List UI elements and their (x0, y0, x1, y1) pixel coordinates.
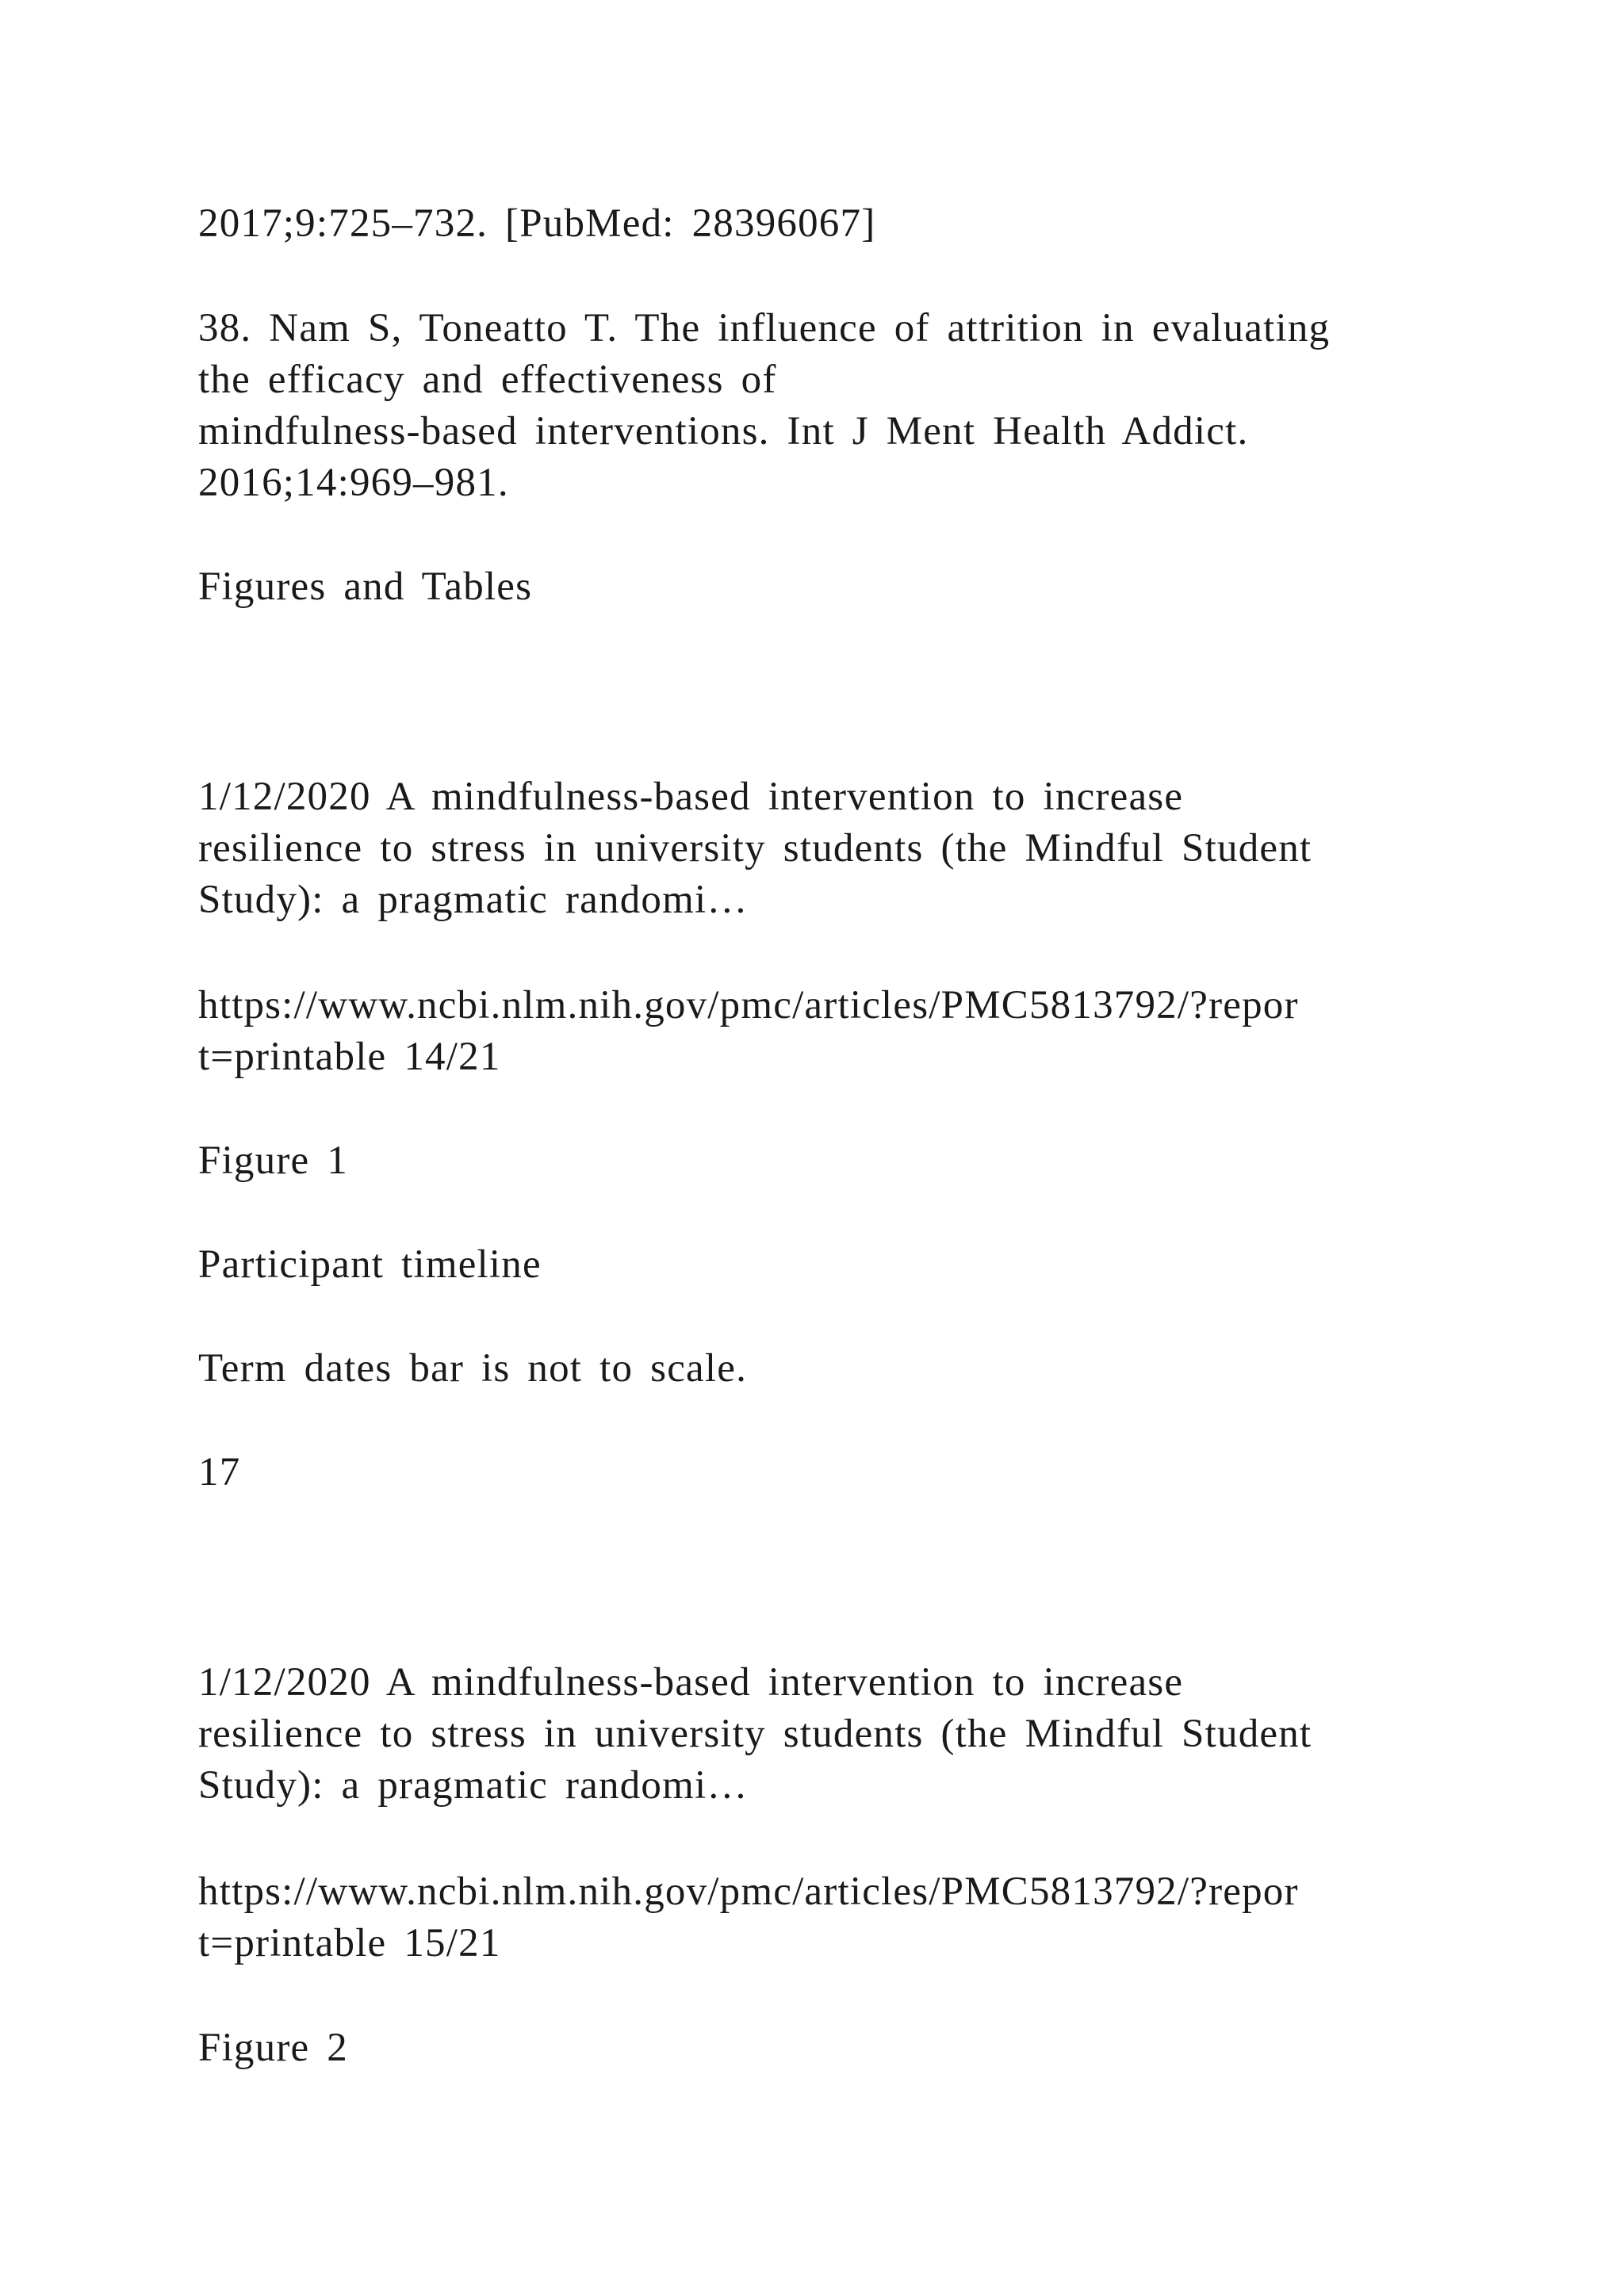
figure-1-note-line: Term dates bar is not to scale. (198, 1346, 748, 1391)
reference-38-line-1: 38. Nam S, Toneatto T. The influence of attrition in evaluating (198, 306, 1331, 350)
page-url-14-line-2: t=printable 14/21 (198, 1035, 501, 1079)
reference-38-line-4: 2016;14:969–981. (198, 461, 509, 505)
page-header-15 (198, 1657, 1483, 1812)
reference-38-line-2: the efficacy and effectiveness of (198, 358, 777, 402)
section-heading-figures-tables (198, 561, 1483, 613)
page-header-14-line-2: resilience to stress in university students (the Mindful Student (198, 826, 1312, 871)
page-number (198, 1447, 1483, 1498)
reference-38-line-3: mindfulness-based interventions. Int J Ment Health Addict. (198, 409, 1249, 453)
page-header-14-line-3: Study): a pragmatic randomi… (198, 878, 749, 922)
page-url-15-line-1: https://www.ncbi.nlm.nih.gov/pmc/articles/PMC5813792/?repor (198, 1869, 1299, 1914)
figure-1-note (198, 1343, 1483, 1395)
reference-38 (198, 303, 1483, 509)
page-url-15 (198, 1866, 1483, 1969)
section-heading-line: Figures and Tables (198, 564, 533, 609)
figure-1-label (198, 1135, 1483, 1187)
figure-1-title (198, 1239, 1483, 1291)
page-url-15-line-2: t=printable 15/21 (198, 1921, 501, 1965)
page-url-14-line-1: https://www.ncbi.nlm.nih.gov/pmc/articles/PMC5813792/?repor (198, 983, 1299, 1027)
page-header-15-line-2: resilience to stress in university students (the Mindful Student (198, 1712, 1312, 1756)
page-header-15-line-3: Study): a pragmatic randomi… (198, 1763, 749, 1808)
page-number-line: 17 (198, 1450, 241, 1494)
figure-2-label (198, 2022, 1483, 2074)
reference-37-line: 2017;9:725–732. [PubMed: 28396067] (198, 201, 876, 246)
reference-37-tail (198, 198, 1483, 250)
page-header-15-line-1: 1/12/2020 A mindfulness-based intervention to increase (198, 1660, 1184, 1705)
page-url-14 (198, 980, 1483, 1083)
figure-2-label-line: Figure 2 (198, 2026, 349, 2070)
figure-1-label-line: Figure 1 (198, 1138, 349, 1183)
figure-1-title-line: Participant timeline (198, 1242, 542, 1287)
page-header-14-line-1: 1/12/2020 A mindfulness-based intervention to increase (198, 775, 1184, 819)
page-header-14 (198, 771, 1483, 926)
